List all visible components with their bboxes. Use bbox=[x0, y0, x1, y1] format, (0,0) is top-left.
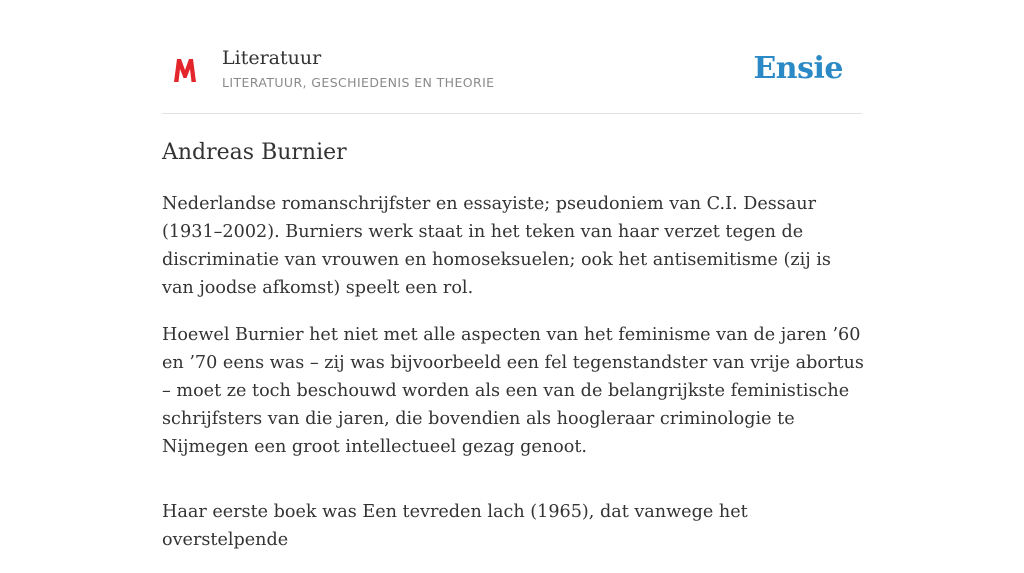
header bbox=[162, 0, 862, 114]
article-title: Andreas Burnier bbox=[162, 140, 347, 165]
m-logo-icon[interactable] bbox=[172, 55, 198, 85]
brand-logo[interactable]: Ensie bbox=[753, 51, 843, 86]
article-paragraph: Nederlandse romanschrijfster en essayiste; pseudoniem van C.I. Dessaur (1931–2002). Burniers werk staat in het teken van haar verzet tegen de discriminatie van vrouwen en homoseksuelen; ook het antisemitisme (zij is van joodse afkomst) speelt een rol. bbox=[162, 194, 831, 298]
article-paragraph: Hoewel Burnier het niet met alle aspecten van het feminisme van de jaren ’60 en ’70 eens was – zij was bijvoorbeeld een fel tegenstandster van vrije abortus – moet ze toch beschouwd worden als een van de belangrijkste feministische schrijfsters van die jaren, die bovendien als hoogleraar criminologie te Nijmegen een groot intellectueel gezag genoot. bbox=[162, 325, 864, 457]
subcategory-label: LITERATUUR, GESCHIEDENIS EN THEORIE bbox=[222, 75, 495, 90]
article-paragraph: Haar eerste boek was Een tevreden lach (1965), dat vanwege het overstelpende bbox=[162, 502, 748, 550]
article-body bbox=[162, 190, 864, 573]
content-column bbox=[162, 0, 864, 550]
category-link[interactable]: Literatuur bbox=[222, 47, 322, 69]
